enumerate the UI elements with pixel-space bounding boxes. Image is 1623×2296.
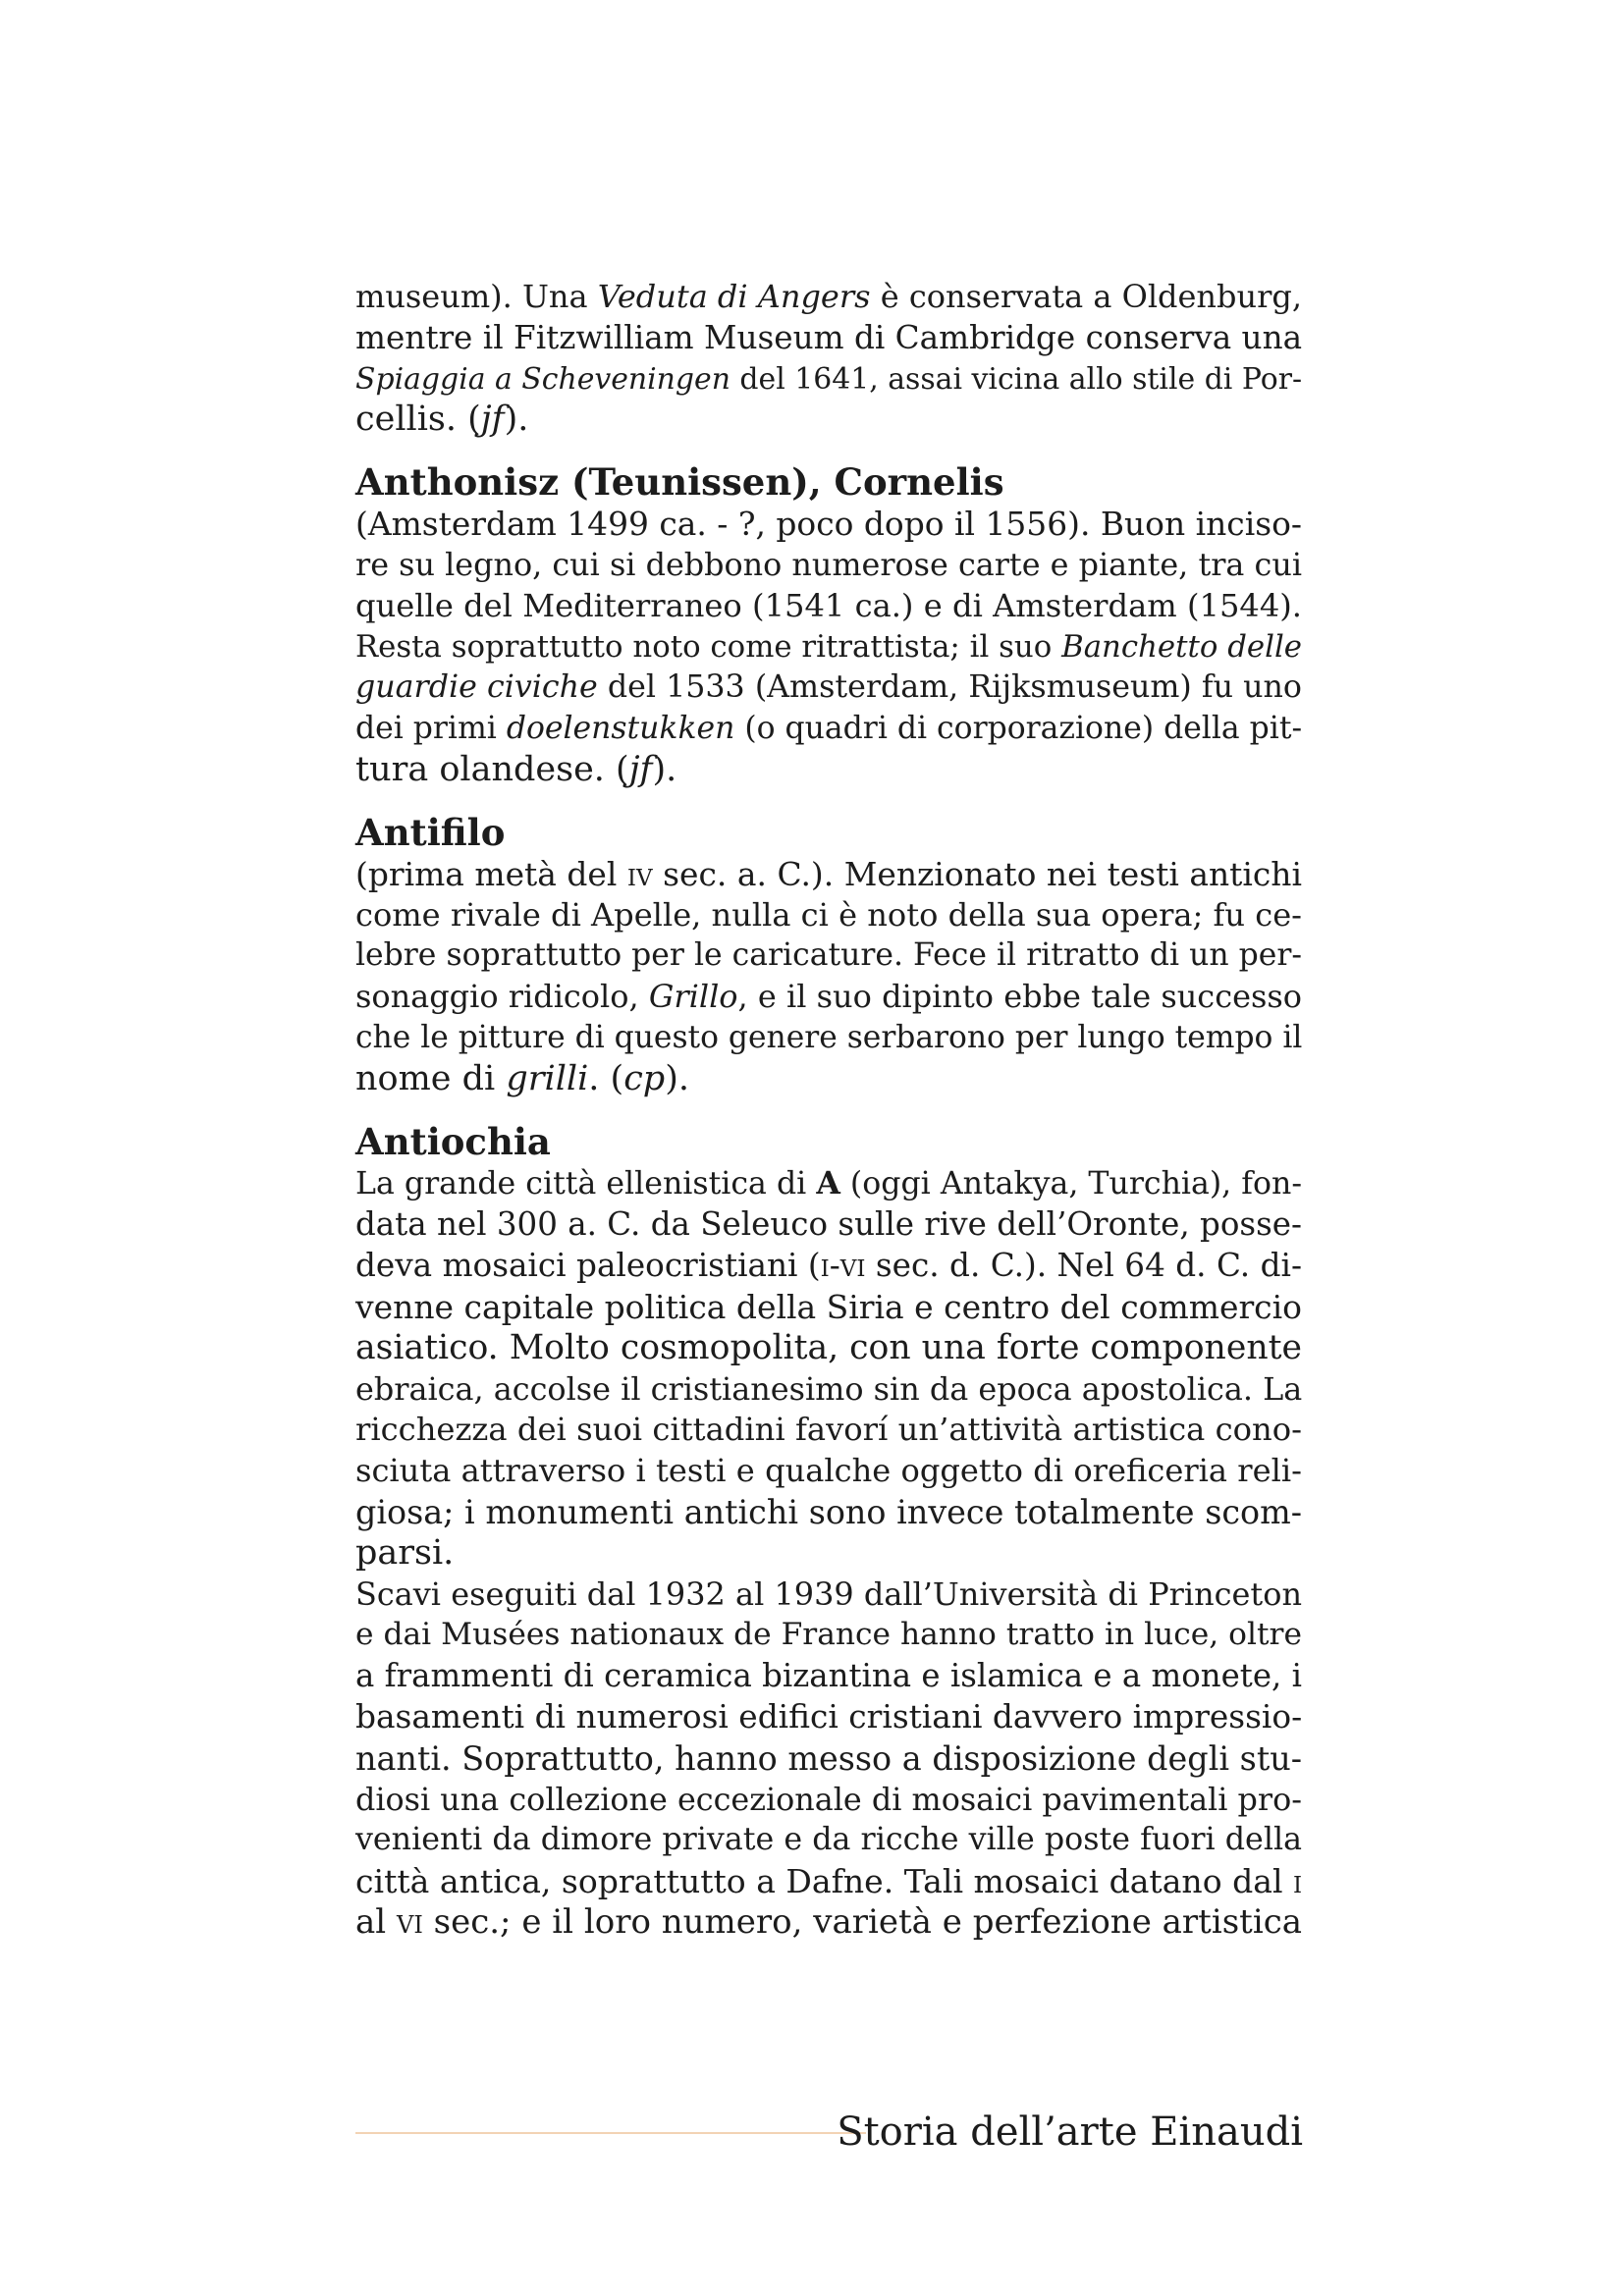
text-line: parsi.: [355, 1532, 455, 1573]
entry-heading: Antiochia: [355, 1119, 551, 1163]
text-line: venienti da dimore private e da ricche ville poste fuori della: [355, 1822, 1302, 1858]
text-line: museum). Una Veduta di Angers è conservata a Oldenburg,: [355, 278, 1302, 315]
text-line: data nel 300 a. C. da Seleuco sulle rive dell’Oronte, posse-: [355, 1205, 1302, 1244]
text-line: sciuta attraverso i testi e qualche oggetto di oreficeria reli-: [355, 1452, 1302, 1490]
footer-title: Storia dell’arte Einaudi: [837, 2109, 1303, 2155]
text-line: giosa; i monumenti antichi sono invece totalmente scom-: [355, 1492, 1302, 1531]
text-line: Scavi eseguiti dal 1932 al 1939 dall’Università di Princeton: [355, 1575, 1302, 1613]
text-line: deva mosaici paleocristiani (i-vi sec. d. C.). Nel 64 d. C. di-: [355, 1247, 1302, 1285]
text-line: cellis. (jf).: [355, 400, 529, 440]
text-line: quelle del Mediterraneo (1541 ca.) e di Amsterdam (1544).: [355, 586, 1302, 624]
text-line: Resta soprattutto noto come ritrattista; il suo Banchetto delle: [355, 628, 1302, 665]
text-line: asiatico. Molto cosmopolita, con una forte componente: [355, 1327, 1302, 1367]
article-body: [355, 277, 1302, 1944]
text-line: che le pitture di questo genere serbarono per lungo tempo il: [355, 1019, 1303, 1055]
text-line: dei primi doelenstukken (o quadri di corporazione) della pit-: [355, 711, 1303, 747]
entry-heading: Anthonisz (Teunissen), Cornelis: [355, 460, 1004, 505]
text-line: e dai Musées nationaux de France hanno tratto in luce, oltre: [355, 1617, 1302, 1653]
text-line: (prima metà del iv sec. a. C.). Menzionato nei testi antichi: [355, 854, 1302, 893]
text-line: sonaggio ridicolo, Grillo, e il suo dipinto ebbe tale successo: [355, 978, 1302, 1016]
text-line: ricchezza dei suoi cittadini favorí un’attività artistica cono-: [355, 1411, 1302, 1449]
footer-rule: [355, 2132, 866, 2134]
text-line: nanti. Soprattutto, hanno messo a disposizione degli stu-: [355, 1738, 1303, 1778]
text-line: diosi una collezione eccezionale di mosaici pavimentali pro-: [355, 1781, 1302, 1818]
text-line: lebre soprattutto per le caricature. Fece il ritratto di un per-: [355, 937, 1302, 974]
text-line: La grande città ellenistica di A (oggi Antakya, Turchia), fon-: [355, 1164, 1302, 1201]
text-line: a frammenti di ceramica bizantina e islamica e a monete, i: [355, 1657, 1302, 1695]
text-line: Spiaggia a Scheveningen del 1641, assai vicina allo stile di Por-: [355, 361, 1303, 397]
text-line: ebraica, accolse il cristianesimo sin da epoca apostolica. La: [355, 1369, 1303, 1408]
text-line: re su legno, cui si debbono numerose carte e piante, tra cui: [355, 546, 1302, 583]
entry-heading: Antifilo: [355, 810, 506, 854]
text-line: mentre il Fitzwilliam Museum di Cambridge conserva una: [355, 318, 1303, 356]
text-line: tura olandese. (jf).: [355, 749, 677, 789]
text-line: basamenti di numerosi edifici cristiani davvero impressio-: [355, 1697, 1303, 1735]
text-line: (Amsterdam 1499 ca. - ?, poco dopo il 1556). Buon inciso-: [355, 505, 1302, 544]
text-line: come rivale di Apelle, nulla ci è noto della sua opera; fu ce-: [355, 895, 1303, 934]
text-line: guardie civiche del 1533 (Amsterdam, Rijksmuseum) fu uno: [355, 669, 1302, 706]
text-line: città antica, soprattutto a Dafne. Tali mosaici datano dal i: [355, 1862, 1303, 1901]
text-line: nome di grilli. (cp).: [355, 1058, 689, 1098]
text-line: al vi sec.; e il loro numero, varietà e perfezione artistica: [355, 1901, 1303, 1942]
text-line: venne capitale politica della Siria e centro del commercio: [355, 1287, 1302, 1326]
